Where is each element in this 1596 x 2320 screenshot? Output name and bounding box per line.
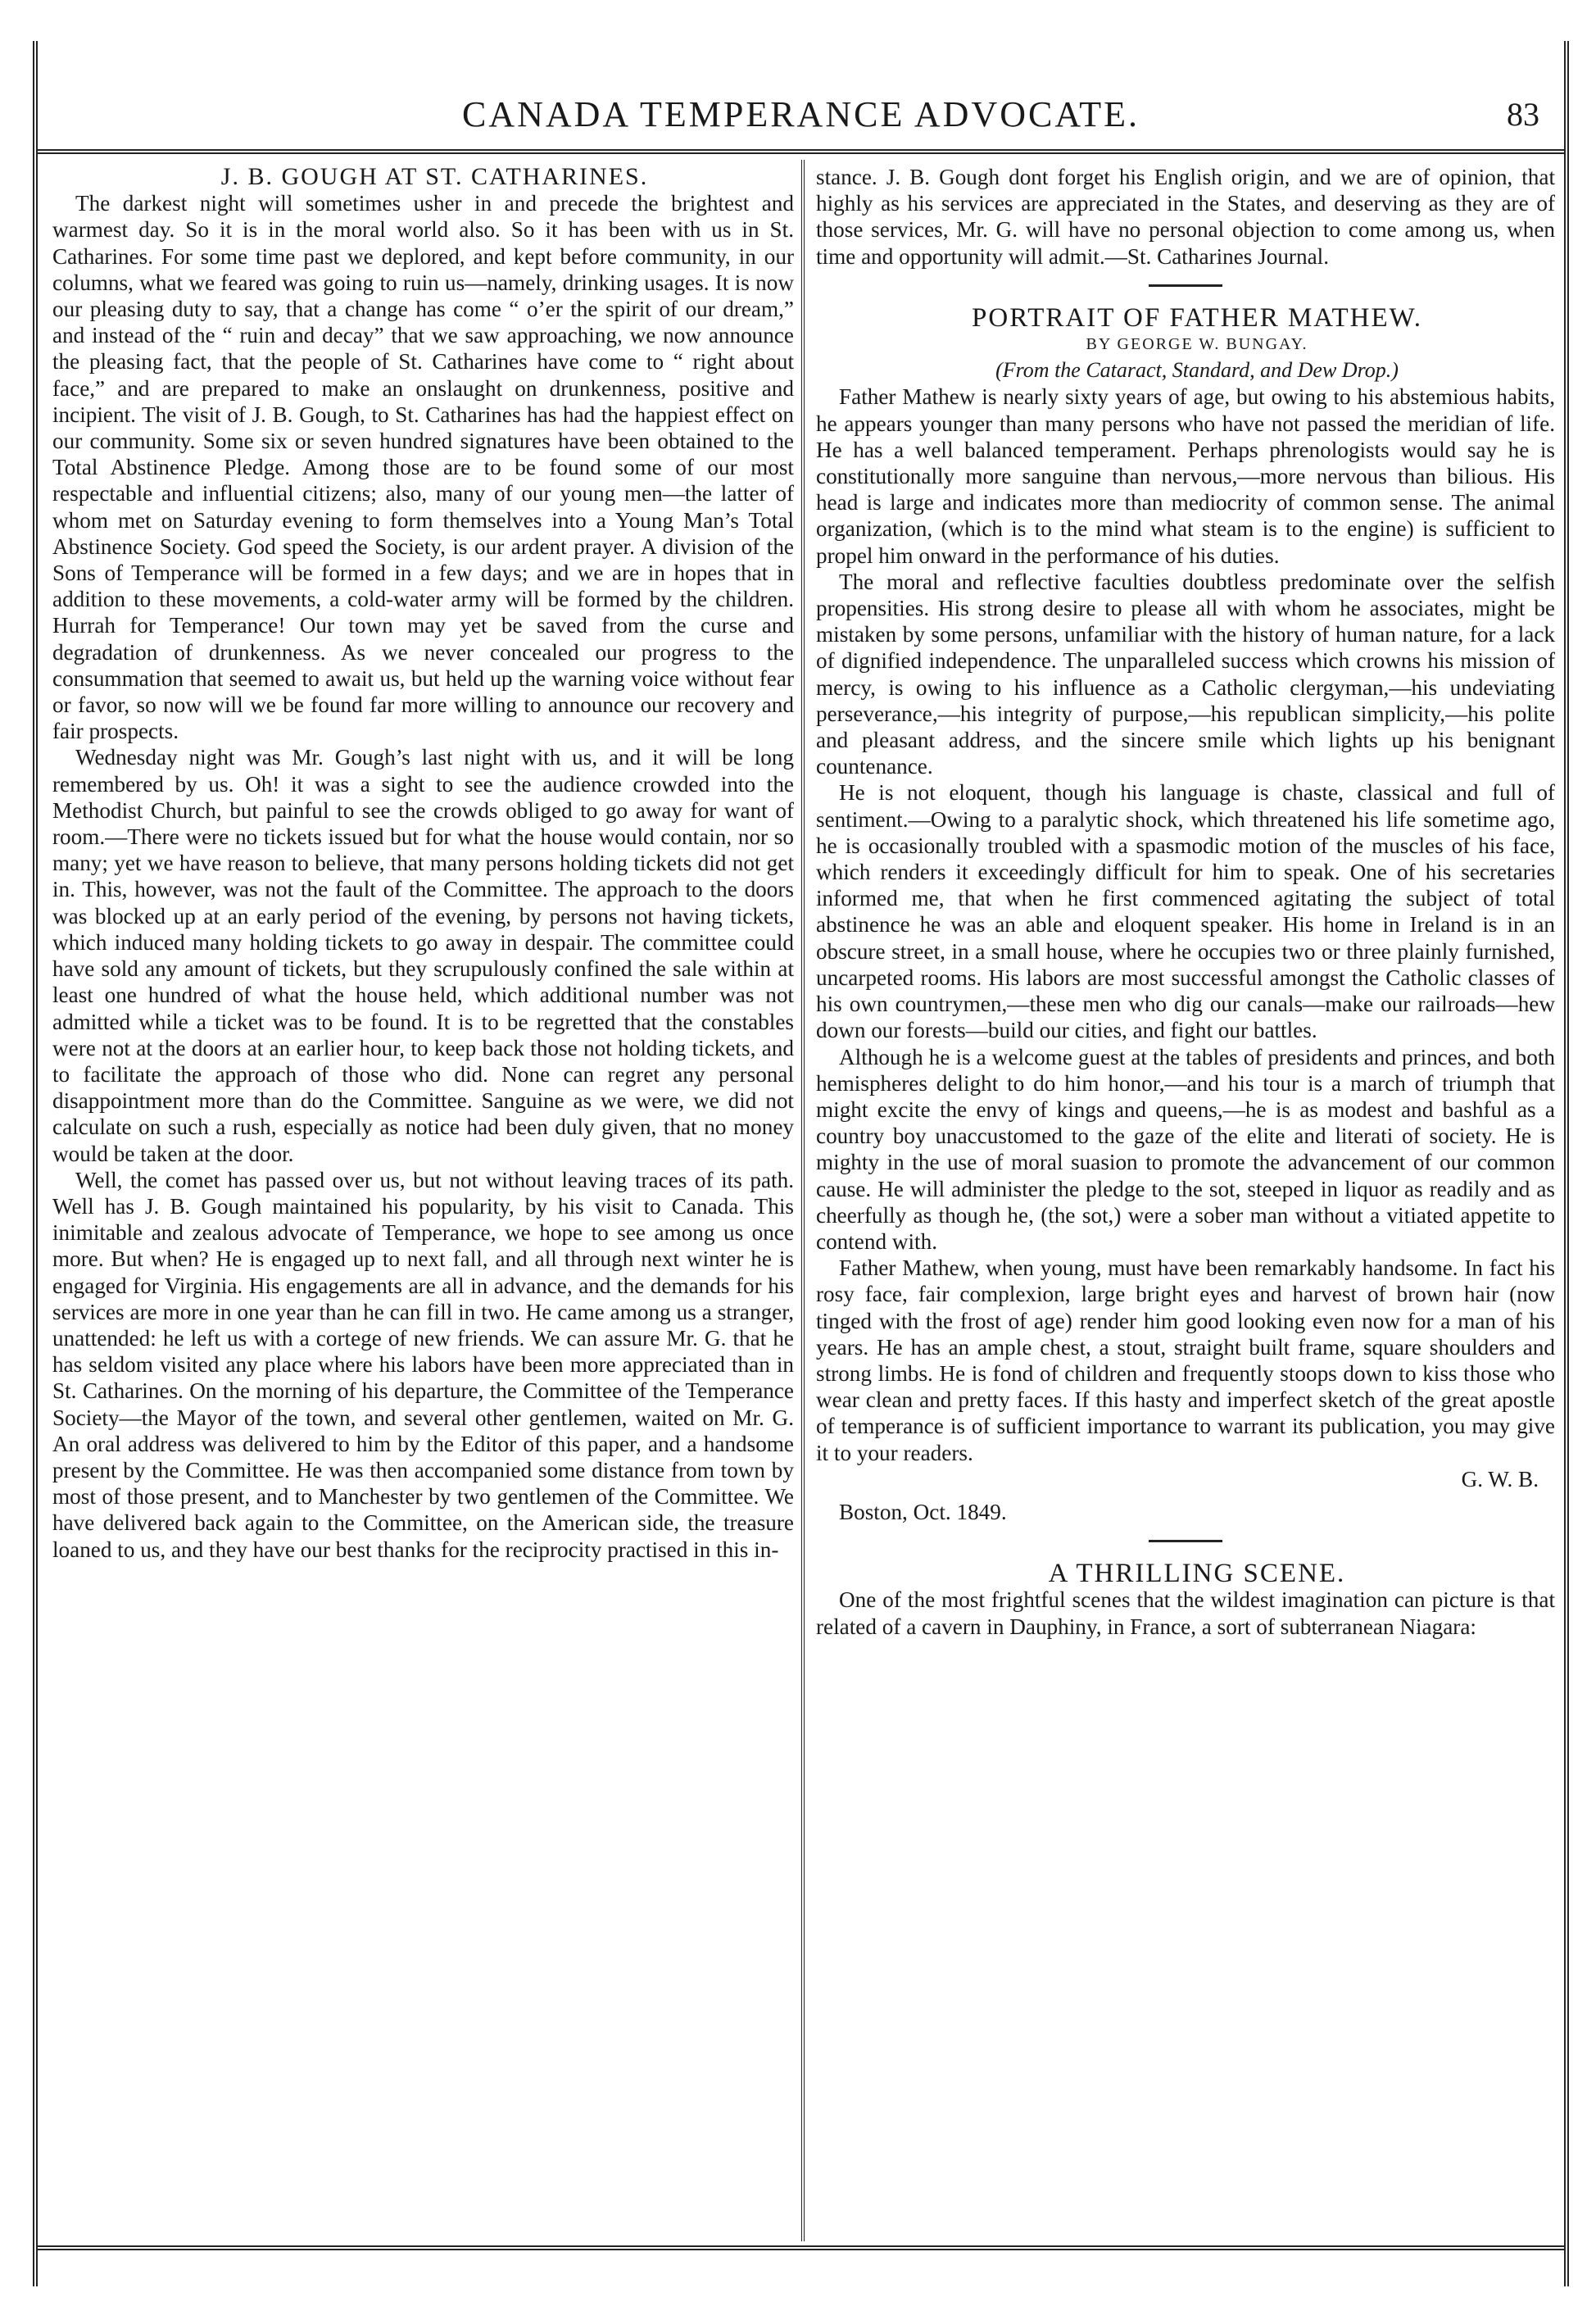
byline: BY GEORGE W. BUNGAY. (1086, 335, 1308, 354)
newspaper-page (33, 41, 1569, 2286)
page-number: 83 (1507, 96, 1539, 133)
running-title: CANADA TEMPERANCE ADVOCATE. (461, 94, 1140, 134)
article-paragraph: Well, the comet has passed over us, but not without leaving traces of its path. Well has J. B. Gough maintained his popularity, by his visit to Canada. This inimitable and zealous advocate of Temperance, we hope to see among us once more. But when? He is engaged up to next fall, and all through next winter he is engaged for Virginia. His engagements are all in advance, and the demands for his services are more in one year than he can fill in two. He came among us a stranger, unattended: he left us with a cortege of new friends. We can assure Mr. G. that he has seldom visited any place where his labors have been more appreciated than in St. Catharines. On the morning of his departure, the Committee of the Temperance Society—the Mayor of the town, and several other gentlemen, waited on Mr. G. An oral address was delivered to him by the Editor of this paper, and a handsome present by the Committee. He was then accompanied some distance from town by most of those present, and to Manchester by two gentlemen of the Committee. We have delivered back again to the Committee, on the American side, the treasure loaned to us, and they have our best thanks for the reciprocity practised in this in- (52, 1167, 794, 1562)
page-header (38, 78, 1564, 152)
article-paragraph: One of the most frightful scenes that the wildest imagination can picture is that related of a cavern in Dauphiny, in France, a sort of subterranean Niagara: (816, 1587, 1555, 1639)
article-paragraph: The moral and reflective faculties doubtless predominate over the selfish propensities. His strong desire to please all with whom he associates, might be mistaken by some persons, unfamiliar with the history of human nature, for a lack of dignified independence. The unparalleled success which crowns his mission of mercy, is owing to his influence as a Catholic clergyman,—his undeviating perseverance,—his integrity of purpose,—his republican simplicity,—his polite and pleasant address, and the sincere smile which lights up his benignant countenance. (816, 569, 1555, 779)
footer-rule (38, 2245, 1564, 2250)
article-title-gough: J. B. GOUGH AT ST. CATHARINES. (220, 164, 649, 190)
article-title-thrilling: A THRILLING SCENE. (1048, 1559, 1346, 1589)
signature: G. W. B. (1461, 1466, 1539, 1491)
article-paragraph: The darkest night will sometimes usher in and precede the brightest and warmest day. So it is in the moral world also. So it has been with us in St. Catharines. For some time past we deplored, and kept before community, in our columns, what we feared was going to ruin us—namely, drinking usages. It is now our pleasing duty to say, that a change has come “ o’er the spirit of our dream,” and instead of the “ ruin and decay” that we saw approaching, we now announce the pleasing fact, that the people of St. Catharines have come to “ right about face,” and are prepared to make an onslaught on drunkenness, positive and incipient. The visit of J. B. Gough, to St. Catharines has had the happiest effect on our community. Some six or seven hundred signatures have been obtained to the Total Abstinence Pledge. Among those are to be found some of our most respectable and influential citizens; also, many of our young men—the latter of whom met on Saturday evening to form themselves into a Young Man’s Total Abstinence Society. God speed the Society, is our ardent prayer. A division of the Sons of Temperance will be formed in a few days; and we are in hopes that in addition to these movements, a cold-water army will be formed by the children. Hurrah for Temperance! Our town may yet be saved from the curse and degradation of drunkenness. As we never concealed our progress to the consummation that seemed to await us, but held up the warning voice without fear or favor, so now will we be found far more willing to announce our recovery and fair prospects. (52, 191, 794, 744)
article-continuation: stance. J. B. Gough dont forget his English origin, and we are of opinion, that highly as his services are appreciated in the States, and deserving as they are of those services, Mr. G. will have no personal objection to come among us, when time and opportunity will admit.—St. Catharines Journal. (816, 165, 1555, 269)
article-paragraph: Although he is a welcome guest at the tables of presidents and princes, and both hemispheres delight to do him honor,—and his tour is a march of triumph that might excite the envy of kings and queens,—he is as modest and bashful as a country boy unaccustomed to the gaze of the elite and literati of society. He is mighty in the use of moral suasion to promote the advancement of our common cause. He will administer the pledge to the sot, steeped in liquor as readily and as cheerfully as though he, (the sot,) were a sober man without a vitiated appetite to contend with. (816, 1044, 1555, 1254)
dateline: Boston, Oct. 1849. (839, 1499, 1007, 1524)
left-column (52, 164, 794, 2241)
source-note: (From the Cataract, Standard, and Dew Drop.) (995, 358, 1399, 383)
article-paragraph: Father Mathew, when young, must have been remarkably handsome. In fact his rosy face, fair complexion, large bright eyes and harvest of brown hair (now tinged with the frost of age) render him good looking even now for a man of his years. He has an ample chest, a stout, straight built frame, square shoulders and strong limbs. He is fond of children and frequently stoops down to kiss those who wear clean and pretty faces. If this hasty and imperfect sketch of the great apostle of temperance is of sufficient importance to warrant its publication, you may give it to your readers. (816, 1255, 1555, 1465)
article-paragraph: Wednesday night was Mr. Gough’s last night with us, and it will be long remembered by us. Oh! it was a sight to see the audience crowded into the Methodist Church, but painful to see the crowds obliged to go away for want of room.—There were no tickets issued but for what the house would contain, nor so many; yet we have reason to believe, that many persons holding tickets did not get in. This, however, was not the fault of the Committee. The approach to the doors was blocked up at an early period of the evening, by persons not having tickets, which induced many holding tickets to go away in despair. The committee could have sold any amount of tickets, but they scrupulously confined the sale within at least one hundred of what the house held, which additional number was not admitted while a ticket was to be found. It is to be regretted that the constables were not at the doors at an earlier hour, to keep back those not holding tickets, and to facilitate the approach of those who did. None can regret any personal disappointment more than do the Committee. Sanguine as we were, we did not calculate on such a rush, especially as notice had been duly given, that no money would be taken at the door. (52, 745, 794, 1166)
article-title-mathew: PORTRAIT OF FATHER MATHEW. (972, 302, 1422, 333)
section-rule (1149, 284, 1222, 287)
right-column (816, 164, 1555, 2241)
article-paragraph: He is not eloquent, though his language is chaste, classical and full of sentiment.—Owing to a paralytic shock, which threatened his life sometime ago, he is occasionally troubled with a spasmodic motion of the muscles of his face, which renders it exceedingly difficult for him to speak. One of his secretaries informed me, that when he first commenced agitating the subject of total abstinence he was an able and eloquent speaker. His home in Ireland is in an obscure street, in a small house, where he occupies two or three plainly furnished, uncarpeted rooms. His labors are most successful amongst the Catholic classes of his own countrymen,—these men who dig our canals—make our railroads—hew down our forests—build our cities, and fight our battles. (816, 780, 1555, 1043)
section-rule (1149, 1540, 1222, 1542)
column-divider (801, 160, 805, 2241)
header-rule (38, 149, 1564, 154)
article-paragraph: Father Mathew is nearly sixty years of age, but owing to his abstemious habits, he appears younger than many persons who have not passed the meridian of life. He has a well balanced temperament. Perhaps phrenologists would say he is constitutionally more sanguine than nervous,—more nervous than bilious. His head is large and indicates more than mediocrity of common sense. The animal organization, (which is to the mind what steam is to the engine) is sufficient to propel him onward in the performance of his duties. (816, 384, 1555, 568)
